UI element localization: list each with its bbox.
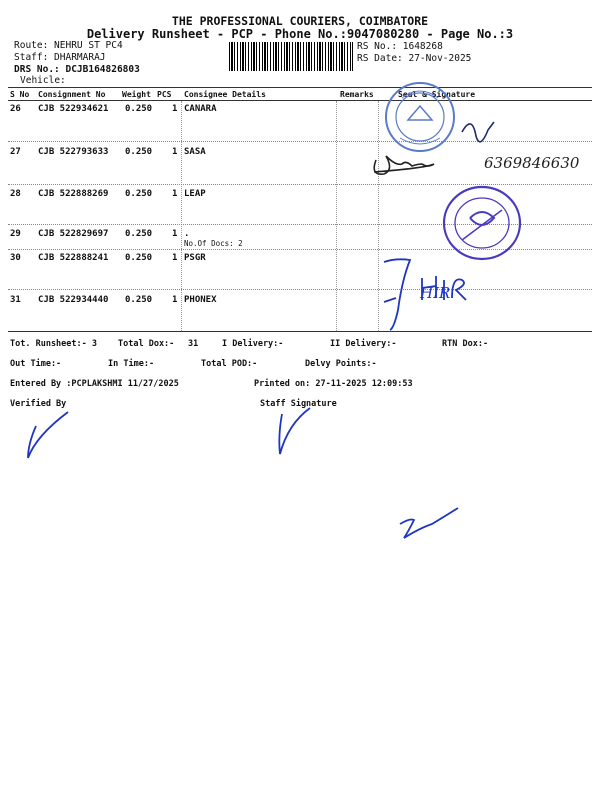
row-30-sno: 30 [10, 253, 21, 263]
row-29-note: No.Of Docs: 2 [184, 239, 243, 248]
round-seal-stamp [386, 83, 454, 151]
in-time: In Time:- [108, 359, 155, 369]
bottom-scribble [400, 508, 458, 538]
total-dox-label: Total Dox:- [118, 339, 175, 349]
row-28-consignment: CJB 522888269 [38, 189, 109, 199]
row-31-weight: 0.250 [125, 295, 153, 305]
row-31-sno: 31 [10, 295, 21, 305]
rs-date: RS Date: 27-Nov-2025 [357, 53, 472, 64]
handwritten-hir: HIR [420, 284, 451, 302]
staff-label: Staff: DHARMARAJ [14, 52, 106, 63]
ii-delivery: II Delivery:- [330, 339, 397, 349]
col-remarks: Remarks [340, 90, 374, 99]
row-27-signature [374, 156, 434, 174]
row-27-sno: 27 [10, 147, 21, 157]
row-26-consignment: CJB 522934621 [38, 104, 109, 114]
row-30-consignment: CJB 522888241 [38, 253, 109, 263]
total-pod: Total POD:- [201, 359, 258, 369]
runsheet-subtitle: Delivery Runsheet - PCP - Phone No.:9047080280 - Page No.:3 [86, 27, 514, 41]
i-delivery: I Delivery:- [222, 339, 284, 349]
staff-signature-label: Staff Signature [260, 399, 337, 409]
col-seal: Seal & Signature [398, 90, 476, 99]
row-26-sno: 26 [10, 104, 21, 114]
row-26-weight: 0.250 [125, 104, 153, 114]
row-28-pcs: 1 [172, 189, 178, 199]
row-27-pcs: 1 [172, 147, 178, 157]
row-29-consignment: CJB 522829697 [38, 229, 109, 239]
col-sno: S No [10, 90, 30, 99]
printed-on: Printed on: 27-11-2025 12:09:53 [254, 379, 413, 389]
row-27-consignment: CJB 522793633 [38, 147, 109, 157]
row-28-sno: 28 [10, 189, 21, 199]
row-26-pcs: 1 [172, 104, 178, 114]
col-consignment: Consignment No [38, 90, 106, 99]
total-dox-value: 31 [188, 339, 199, 349]
col-consignee: Consignee Details [184, 90, 266, 99]
row-29-weight: 0.250 [125, 229, 153, 239]
row-31-pcs: 1 [172, 295, 178, 305]
vehicle-label: Vehicle: [20, 75, 66, 86]
row-28-consignee: LEAP [184, 189, 206, 199]
rtn-dox: RTN Dox:- [442, 339, 489, 349]
delvy-points: Delvy Points:- [305, 359, 377, 369]
row-31-consignment: CJB 522934440 [38, 295, 109, 305]
rs-number: RS No.: 1648268 [357, 41, 443, 52]
route-label: Route: NEHRU ST PC4 [14, 40, 123, 51]
company-seal-stamp [444, 187, 520, 259]
verified-by-label: Verified By [10, 399, 67, 409]
verified-by-signature [28, 412, 68, 458]
drs-number: DRS No.: DCJB164826803 [14, 64, 140, 75]
tot-runsheet: Tot. Runsheet:- 3 [10, 339, 97, 349]
staff-signature-mark [279, 408, 310, 454]
row-28-weight: 0.250 [125, 189, 153, 199]
row-26-signature [462, 122, 494, 142]
row-27-weight: 0.250 [125, 147, 153, 157]
handwritten-phone: 6369846630 [484, 154, 580, 172]
col-weight: Weight [122, 90, 151, 99]
row-31-consignee: PHONEX [184, 295, 217, 305]
col-pcs: PCS [157, 90, 172, 99]
row-30-consignee: PSGR [184, 253, 206, 263]
row-26-consignee: CANARA [184, 104, 217, 114]
row-27-consignee: SASA [184, 147, 206, 157]
row-29-pcs: 1 [172, 229, 178, 239]
row-30-pcs: 1 [172, 253, 178, 263]
row-29-sno: 29 [10, 229, 21, 239]
row-30-weight: 0.250 [125, 253, 153, 263]
entered-by: Entered By :PCPLAKSHMI 11/27/2025 [10, 379, 179, 389]
row-29-consignee: . [184, 229, 190, 239]
out-time: Out Time:- [10, 359, 62, 369]
company-title: THE PROFESSIONAL COURIERS, COIMBATORE [171, 14, 429, 28]
